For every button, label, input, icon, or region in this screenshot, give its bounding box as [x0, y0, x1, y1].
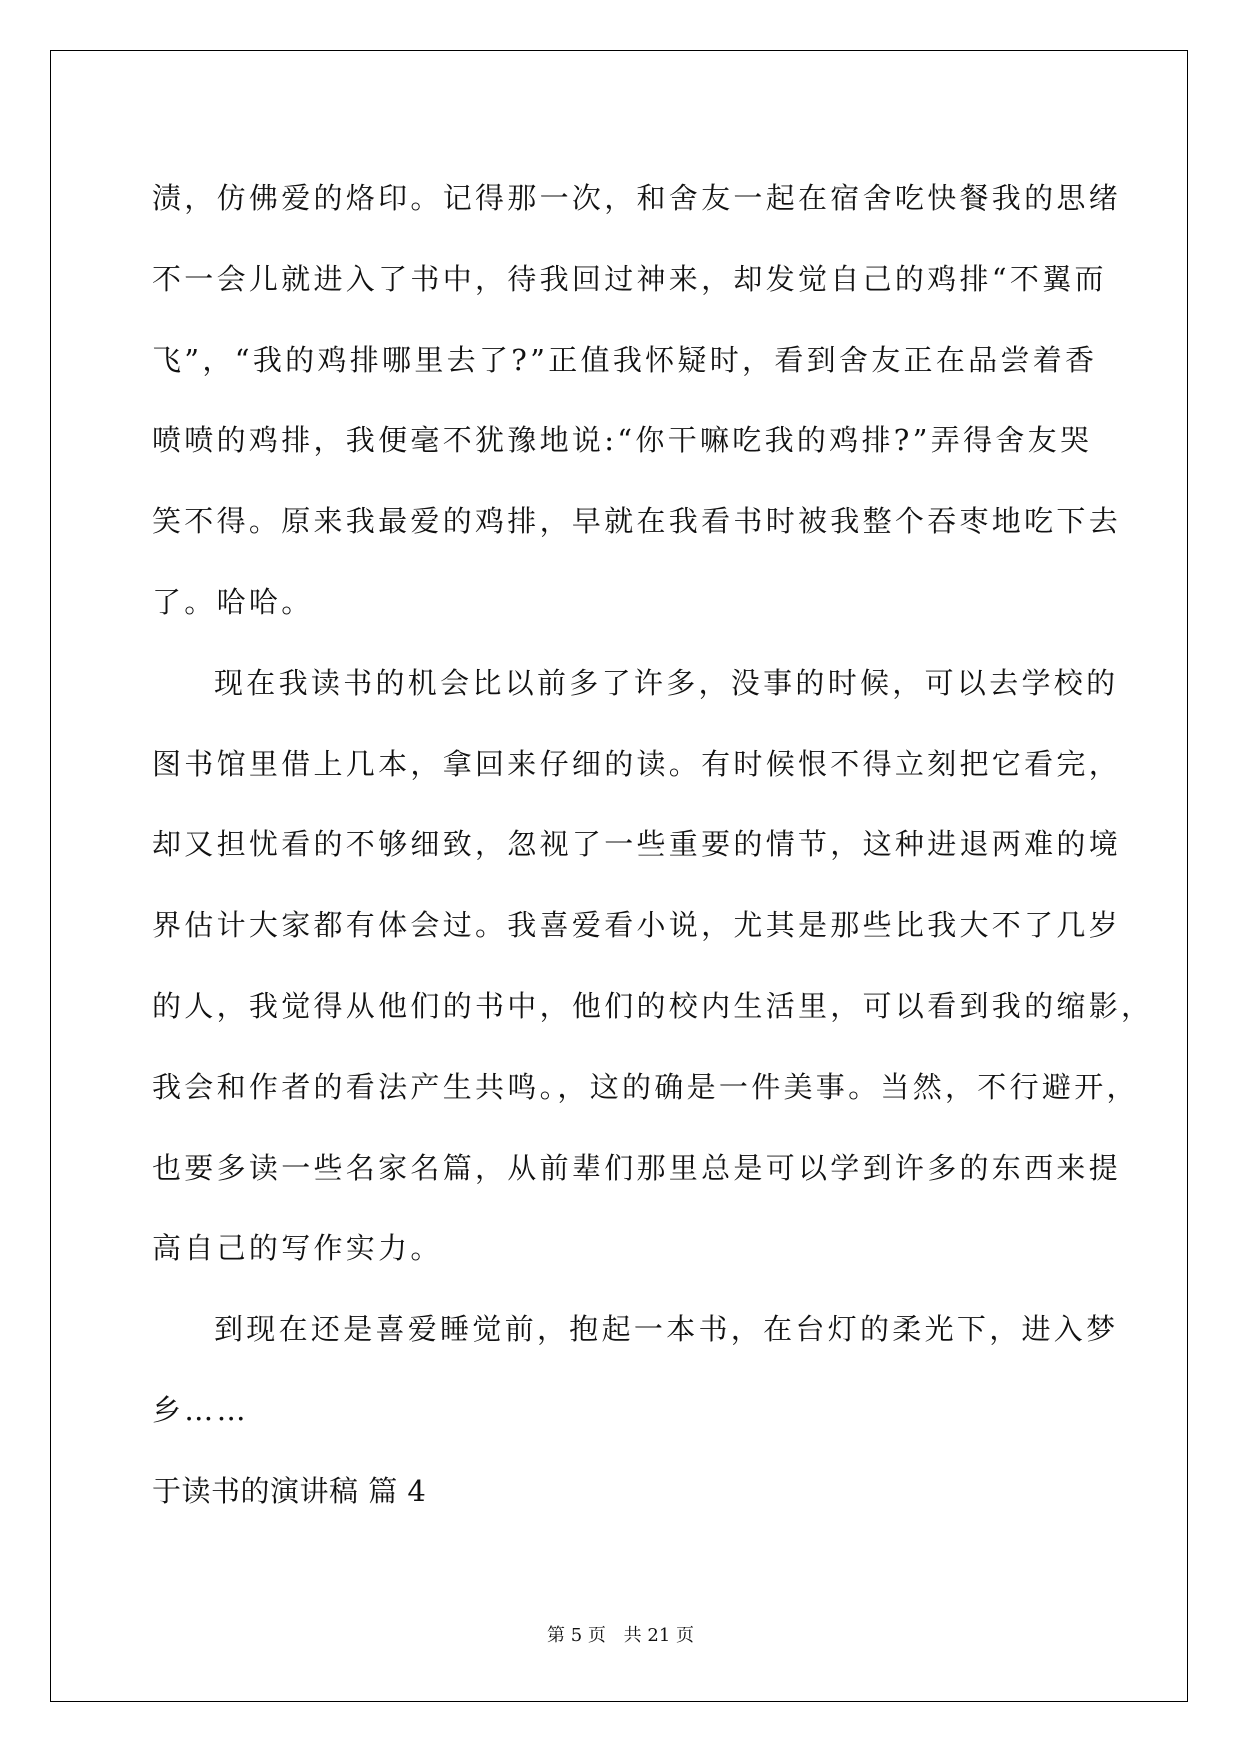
- text-line: 飞”，“我的鸡排哪里去了?”正值我怀疑时，看到舍友正在品尝着香: [152, 342, 1098, 377]
- text-line: 不一会儿就进入了书中，待我回过神来，却发觉自己的鸡排“不翼而: [152, 261, 1107, 296]
- text-line: 却又担忧看的不够细致，忽视了一些重要的情节，这种进退两难的境: [152, 827, 1122, 862]
- text-line: 也要多读一些名家名篇，从前辈们那里总是可以学到许多的东西来提: [152, 1150, 1122, 1185]
- text-line: 我会和作者的看法产生共鸣。，这的确是一件美事。当然，不行避开，: [152, 1069, 1139, 1104]
- document-body: [152, 158, 1154, 1532]
- page-footer: [0, 1621, 1241, 1647]
- text-line: 图书馆里借上几本，拿回来仔细的读。有时候恨不得立刻把它看完，: [152, 746, 1122, 781]
- paragraph-3: [152, 1289, 1119, 1451]
- text-line: 的人，我觉得从他们的书中，他们的校内生活里，可以看到我的缩影，: [152, 988, 1154, 1023]
- section-heading: 于读书的演讲稿 篇 4: [152, 1473, 427, 1508]
- paragraph-1: [152, 158, 1122, 643]
- page-total: 共 21 页: [623, 1625, 694, 1646]
- text-line: 渍，仿佛爱的烙印。记得那一次，和舍友一起在宿舍吃快餐我的思绪: [152, 181, 1122, 215]
- text-line: 了。哈哈。: [152, 584, 314, 619]
- text-line: 高自己的写作实力。: [152, 1231, 443, 1266]
- text-line: 到现在还是喜爱睡觉前，抱起一本书，在台灯的柔光下，进入梦: [214, 1312, 1119, 1347]
- text-line: 界估计大家都有体会过。我喜爱看小说，尤其是那些比我大不了几岁: [152, 908, 1122, 943]
- text-line: 笑不得。原来我最爱的鸡排，早就在我看书时被我整个吞枣地吃下去: [152, 504, 1122, 539]
- text-line: 乡……: [152, 1392, 249, 1427]
- page-number: 第 5 页: [547, 1625, 606, 1646]
- paragraph-2: [152, 643, 1154, 1289]
- text-line: 喷喷的鸡排，我便毫不犹豫地说:“你干嘛吃我的鸡排?”弄得舍友哭: [152, 423, 1093, 458]
- text-line: 现在我读书的机会比以前多了许多，没事的时候，可以去学校的: [214, 665, 1119, 700]
